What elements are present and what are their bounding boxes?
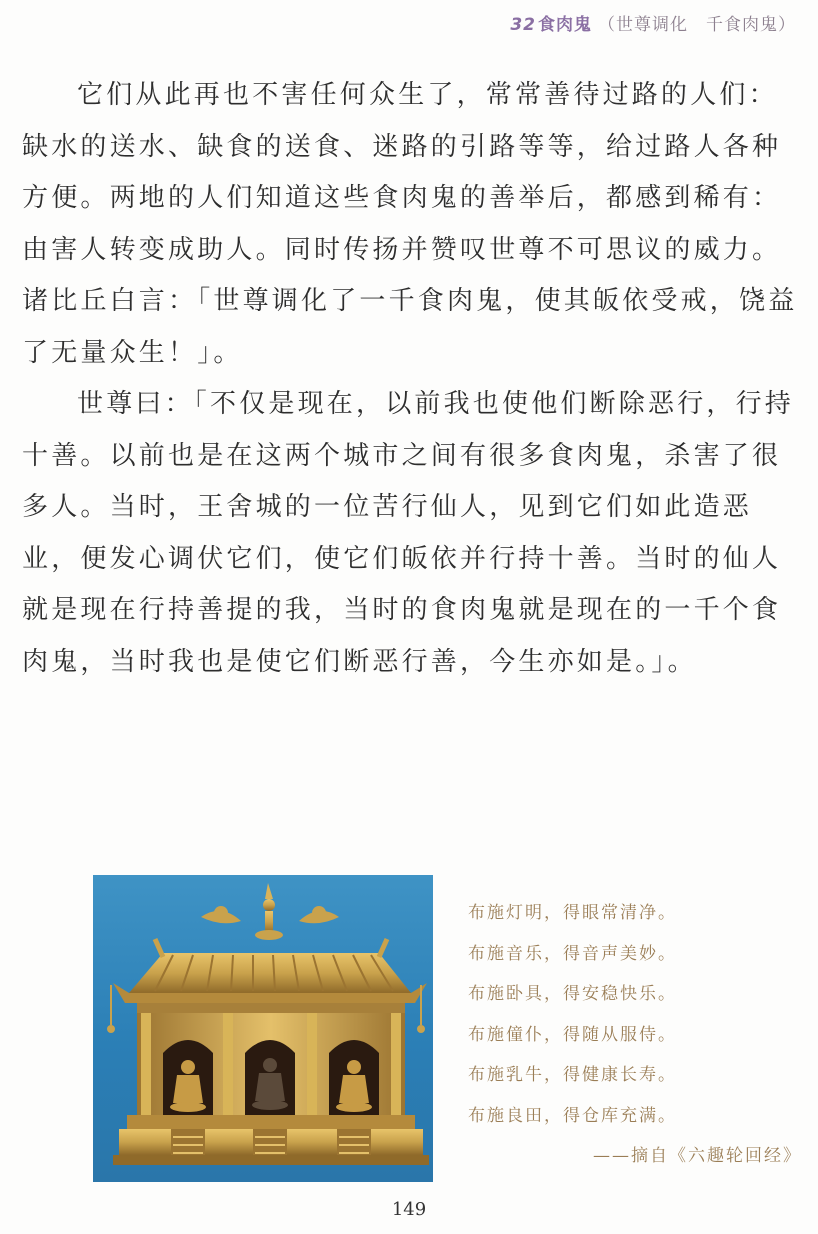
verse-line: 布施灯明，得眼常清净。	[468, 903, 677, 923]
verse-line: 布施僮仆，得随从服侍。	[468, 1024, 677, 1045]
paragraph: 世尊曰：「不仅是现在，以前我也使他们断除恶行，行持十善。以前也是在这两个城市之间有很多食肉鬼，杀害了很多人。当时，王舍城的一位苦行仙人，见到它们如此造恶业，便发心调伏它们，使它们皈依并行持十善。当时的仙人就是现在行持善提的我，当时的食肉鬼就是现在的一千个食肉鬼，当时我也是使它们断恶行善，今生亦如是。」。	[22, 389, 795, 677]
body-text	[22, 70, 804, 688]
verse-source: ——摘自《六趣轮回经》	[593, 1146, 802, 1166]
verse-block	[468, 893, 808, 1177]
chapter-number: 32	[510, 15, 536, 35]
verse-line: 布施音乐，得音声美妙。	[468, 943, 677, 964]
golden-shrine-photo	[93, 875, 433, 1182]
chapter-subtitle: （世尊调化 千食肉鬼）	[598, 15, 796, 35]
page-number: 149	[391, 1199, 427, 1220]
verse-line: 布施良田，得仓库充满。	[468, 1105, 677, 1126]
verse-line: 布施乳牛，得健康长寿。	[468, 1065, 677, 1085]
chapter-title: 食肉鬼	[538, 15, 592, 35]
paragraph: 它们从此再也不害任何众生了，常常善待过路的人们：缺水的送水、缺食的送食、迷路的引路等等，给过路人各种方便。两地的人们知道这些食肉鬼的善举后，都感到稀有：由害人转变成助人。同时传扬并赞叹世尊不可思议的威力。诸比丘白言：「世尊调化了一千食肉鬼，使其皈依受戒，饶益了无量众生！」。	[22, 80, 798, 368]
running-header	[510, 10, 796, 35]
verse-line: 布施卧具，得安稳快乐。	[468, 984, 677, 1004]
